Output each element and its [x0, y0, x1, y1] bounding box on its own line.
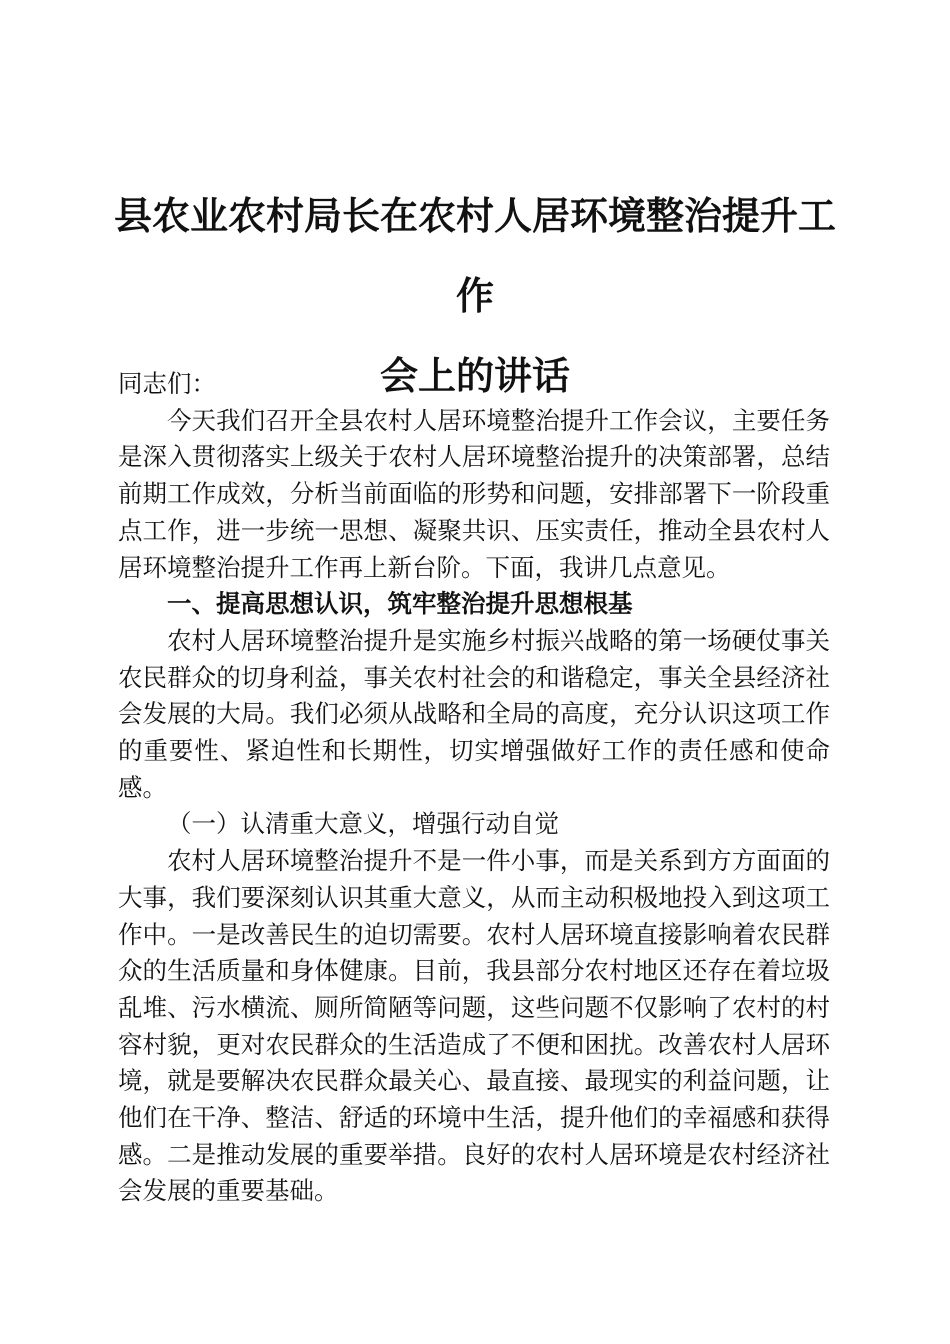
title-line-2: 会上的讲话 [379, 353, 570, 398]
section-heading-1: 一、提高思想认识，筑牢整治提升思想根基 [167, 589, 633, 619]
salutation: 同志们： [118, 369, 216, 398]
title-line-1: 县农业农村局长在农村人居环境整治提升工作 [113, 193, 836, 318]
subsection-heading-1: （一）认清重大意义，增强行动自觉 [167, 809, 559, 839]
paragraph-subsection-1: 农村人居环境整治提升不是一件小事，而是关系到方方面面的大事，我们要深刻认识其重大意义，从而主动积极地投入到这项工作中。一是改善民生的迫切需要。农村人居环境直接影响着农民群众的生活质量和身体健康。目前，我县部分农村地区还存在着垃圾乱堆、污水横流、厕所简陋等问题，这些问题不仅影响了农村的村容村貌，更对农民群众的生活造成了不便和困扰。改善农村人居环境，就是要解决农民群众最关心、最直接、最现实的利益问题，让他们在干净、整洁、舒适的环境中生活，提升他们的幸福感和获得感。二是推动发展的重要举措。良好的农村人居环境是农村经济社会发展的重要基础。 [118, 846, 830, 1206]
document-body [118, 366, 830, 1210]
paragraph-section-1: 农村人居环境整治提升是实施乡村振兴战略的第一场硬仗事关农民群众的切身利益，事关农村社会的和谐稳定，事关全县经济社会发展的大局。我们必须从战略和全局的高度，充分认识这项工作的重要性、紧迫性和长期性，切实增强做好工作的责任感和使命感。 [118, 625, 830, 802]
paragraph-intro: 今天我们召开全县农村人居环境整治提升工作会议，主要任务是深入贯彻落实上级关于农村人居环境整治提升的决策部署，总结前期工作成效，分析当前面临的形势和问题，安排部署下一阶段重点工作，进一步统一思想、凝聚共识、压实责任，推动全县农村人居环境整治提升工作再上新台阶。下面，我讲几点意见。 [118, 405, 830, 582]
